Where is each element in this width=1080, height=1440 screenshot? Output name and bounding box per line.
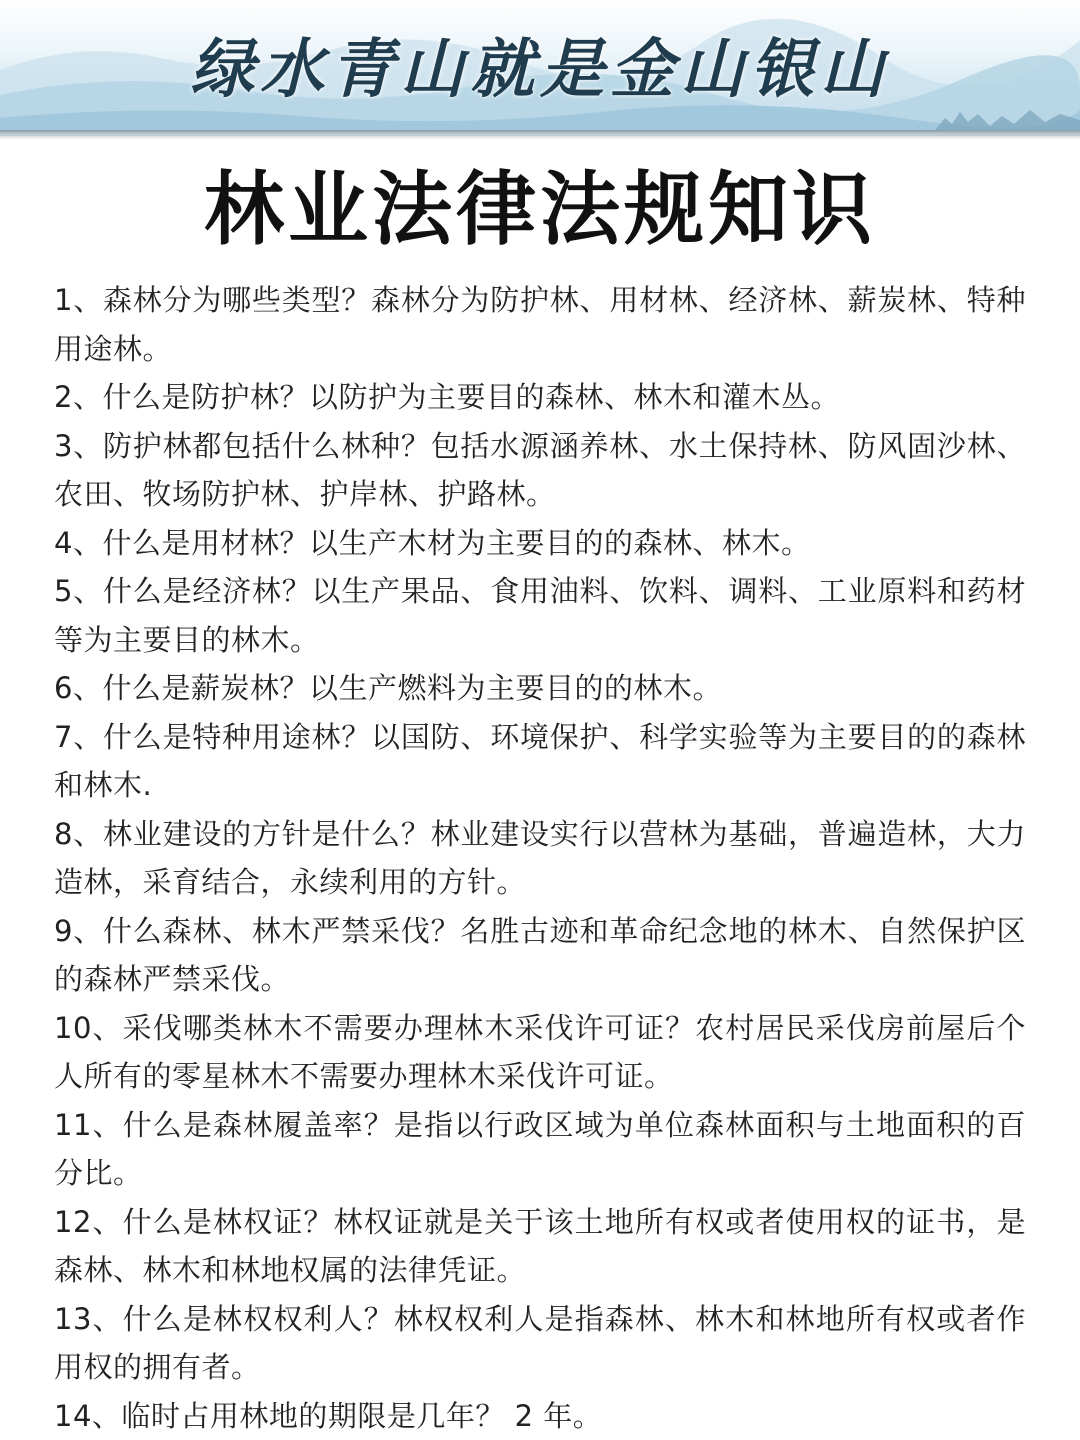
qa-item: 13、什么是林权权利人？林权权利人是指森林、林木和林地所有权或者作用权的拥有者。 [54, 1301, 1026, 1384]
qa-list [54, 276, 1026, 1440]
qa-item: 14、临时占用林地的期限是几年？ 2 年。 [54, 1398, 603, 1433]
page-title: 林业法律法规知识 [204, 163, 876, 256]
qa-item: 3、防护林都包括什么林种？包括水源涵养林、水土保持林、防风固沙林、农田、牧场防护林、护岸林、护路林。 [54, 428, 1026, 511]
qa-item: 12、什么是林权证？林权证就是关于该土地所有权或者使用权的证书，是森林、林木和林地权属的法律凭证。 [54, 1204, 1026, 1287]
qa-item: 11、什么是森林履盖率？是指以行政区域为单位森林面积与土地面积的百分比。 [54, 1107, 1026, 1190]
slogan-banner [0, 0, 1080, 136]
qa-item: 8、林业建设的方针是什么？林业建设实行以营林为基础，普遍造林，大力造林，采育结合，永续利用的方针。 [54, 816, 1026, 899]
qa-item: 10、采伐哪类林木不需要办理林木采伐许可证？农村居民采伐房前屋后个人所有的零星林木不需要办理林木采伐许可证。 [54, 1010, 1026, 1093]
qa-item: 7、什么是特种用途林？以国防、环境保护、科学实验等为主要目的的森林和林木. [54, 719, 1026, 802]
qa-item: 2、什么是防护林？以防护为主要目的森林、林木和灌木丛。 [54, 380, 840, 414]
qa-item: 5、什么是经济林？以生产果品、食用油料、饮料、调料、工业原料和药材等为主要目的林木。 [54, 574, 1026, 657]
qa-item: 6、什么是薪炭林？以生产燃料为主要目的的林木。 [54, 671, 722, 705]
qa-item: 1、森林分为哪些类型？森林分为防护林、用材林、经济林、薪炭林、特种用途林。 [54, 283, 1026, 366]
banner-divider [0, 130, 1080, 140]
qa-item: 9、什么森林、林木严禁采伐？名胜古迹和革命纪念地的林木、自然保护区的森林严禁采伐。 [54, 913, 1026, 996]
qa-item: 4、什么是用材林？以生产木材为主要目的的森林、林木。 [54, 525, 811, 560]
banner-slogan: 绿水青山就是金山银山 [190, 32, 890, 107]
